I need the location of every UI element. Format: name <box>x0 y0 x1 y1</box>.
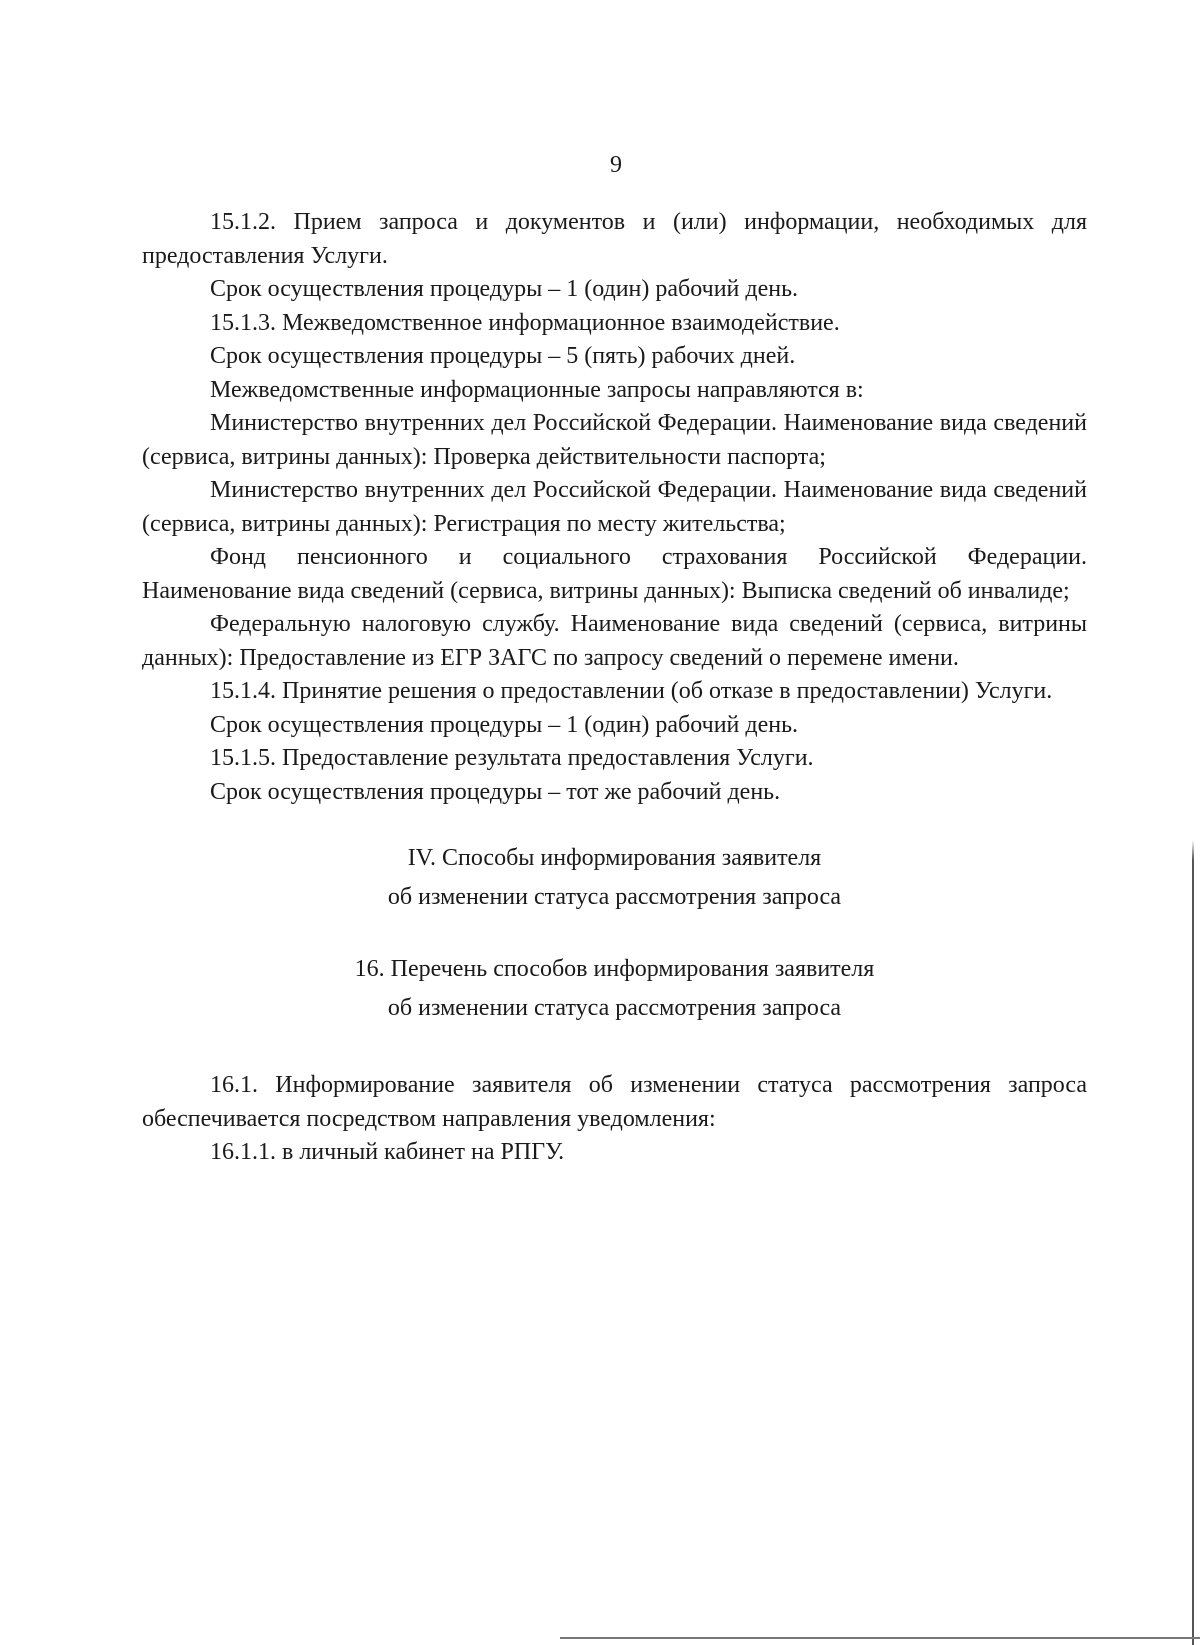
section-16-title-line1: 16. Перечень способов информирования заявителя <box>354 956 875 982</box>
paragraph: Срок осуществления процедуры – тот же рабочий день. <box>210 778 781 805</box>
scan-edge-line <box>1192 0 1194 1645</box>
paragraph: Федеральную налоговую службу. Наименование вида сведений (сервиса, витрины данных): Предоставление из ЕГР ЗАГС по запросу сведений о перемене имени. <box>142 611 1087 671</box>
paragraph: Министерство внутренних дел Российской Федерации. Наименование вида сведений (сервиса, витрины данных): Проверка действительности паспорта; <box>142 410 1087 470</box>
paragraph: Срок осуществления процедуры – 5 (пять) рабочих дней. <box>210 343 796 369</box>
paragraph: Срок осуществления процедуры – 1 (один) рабочий день. <box>210 711 799 738</box>
page-number: 9 <box>610 152 622 178</box>
section-iv-title-line2: об изменении статуса рассмотрения запроса <box>387 883 842 910</box>
scan-bottom-line <box>560 1637 1200 1639</box>
paragraph: Межведомственные информационные запросы направляются в: <box>210 376 864 403</box>
section-16-heading <box>142 950 1087 1027</box>
section-iv-title-line1: IV. Способы информирования заявителя <box>407 845 822 871</box>
section-iv-heading <box>142 839 1087 916</box>
paragraph: 15.1.5. Предоставление результата предоставления Услуги. <box>210 745 814 771</box>
paragraph: 16.1. Информирование заявителя об изменении статуса рассмотрения запроса обеспечивается посредством направления уведомления: <box>142 1072 1087 1132</box>
paragraph: Фонд пенсионного и социального страхования Российской Федерации. Наименование вида сведений (сервиса, витрины данных): Выписка сведений об инвалиде; <box>142 544 1087 604</box>
paragraph: 16.1.1. в личный кабинет на РПГУ. <box>210 1139 565 1165</box>
document-body <box>142 206 1087 1170</box>
paragraph: Срок осуществления процедуры – 1 (один) рабочий день. <box>210 276 799 302</box>
paragraph: 15.1.3. Межведомственное информационное взаимодействие. <box>210 309 840 336</box>
paragraph: Министерство внутренних дел Российской Федерации. Наименование вида сведений (сервиса, витрины данных): Регистрация по месту жительства; <box>142 477 1087 537</box>
paragraph: 15.1.2. Прием запроса и документов и (или) информации, необходимых для предоставления Услуги. <box>142 209 1087 269</box>
section-16-title-line2: об изменении статуса рассмотрения запроса <box>387 994 842 1021</box>
paragraph: 15.1.4. Принятие решения о предоставлении (об отказе в предоставлении) Услуги. <box>210 678 1053 704</box>
